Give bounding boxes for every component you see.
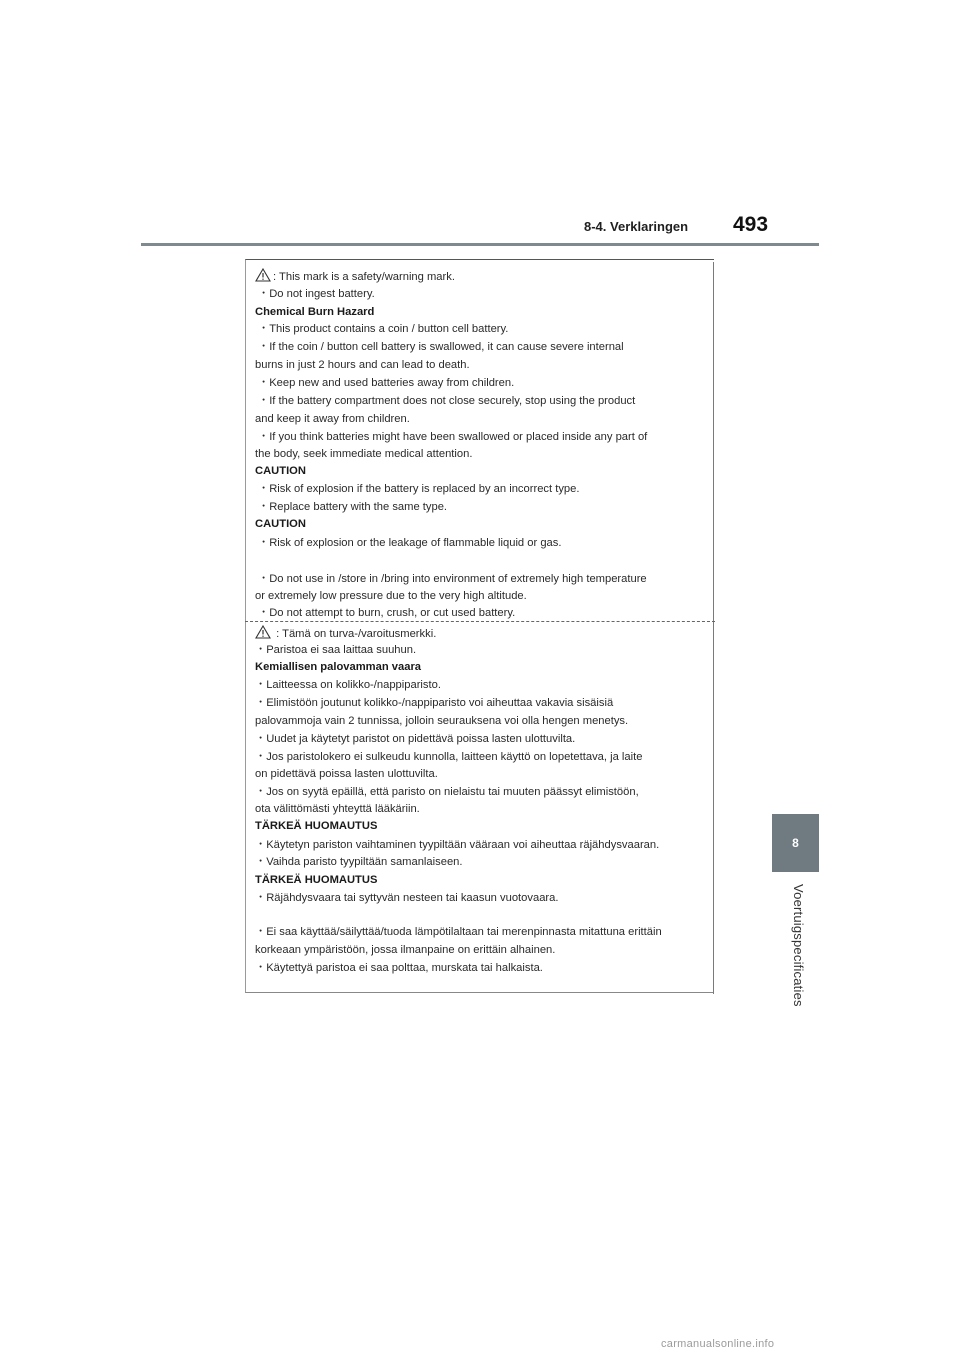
page-number: 493 (733, 213, 769, 236)
notice-line-text: ・Keep new and used batteries away from children. (258, 377, 515, 389)
notice-line-text: or extremely low pressure due to the very high altitude. (255, 590, 527, 602)
notice-line-finnish (255, 785, 639, 799)
notice-line-text: ・Replace battery with the same type. (258, 501, 448, 513)
notice-line-text: the body, seek immediate medical attention. (255, 448, 473, 460)
notice-line-finnish (255, 838, 659, 852)
warning-triangle-icon (255, 268, 271, 286)
notice-line-english (255, 268, 455, 286)
notice-line-finnish (255, 678, 441, 692)
notice-line-text: and keep it away from children. (255, 413, 410, 425)
notice-line-finnish (255, 696, 613, 710)
notice-line-text: ・If the battery compartment does not close securely, stop using the product (258, 395, 636, 407)
notice-line-finnish (255, 802, 420, 816)
notice-line-text: ・Ei saa käyttää/säilyttää/tuoda lämpötilaltaan tai merenpinnasta mitattuna erittäin (255, 926, 662, 938)
notice-line-english (258, 606, 515, 620)
footer-watermark: carmanualsonline.info (661, 1338, 775, 1350)
chapter-tab[interactable]: 8 (772, 814, 819, 872)
notice-line-text: ・Elimistöön joutunut kolikko-/nappiparisto voi aiheuttaa vakavia sisäisiä (255, 697, 614, 709)
notice-line-finnish (255, 732, 575, 746)
notice-line-text: TÄRKEÄ HUOMAUTUS (255, 820, 378, 832)
notice-line-text: ・If the coin / button cell battery is swallowed, it can cause severe internal (258, 341, 624, 353)
notice-line-text: Chemical Burn Hazard (255, 306, 375, 318)
notice-line-text: ・Jos on syytä epäillä, että paristo on nielaistu tai muuten päässyt elimistöön, (255, 786, 639, 798)
notice-line-text: : This mark is a safety/warning mark. (273, 271, 455, 283)
notice-line-english (258, 322, 508, 336)
notice-line-english (255, 412, 410, 426)
notice-line-finnish (255, 855, 463, 869)
notice-line-text: ・Jos paristolokero ei sulkeudu kunnolla, laitteen käyttö on lopetettava, ja laite (255, 751, 643, 763)
notice-line-english (255, 464, 306, 478)
notice-line-english (255, 305, 374, 319)
notice-line-finnish (255, 767, 438, 781)
language-divider (245, 621, 715, 622)
notice-line-finnish (255, 750, 642, 764)
notice-line-english (258, 394, 635, 408)
warning-triangle-icon (255, 625, 271, 643)
notice-line-english (258, 287, 375, 301)
notice-line-english (258, 430, 647, 444)
notice-line-english (255, 517, 306, 531)
notice-line-text: ・Uudet ja käytetyt paristot on pidettävä poissa lasten ulottuvilta. (255, 733, 576, 745)
notice-line-text: CAUTION (255, 465, 306, 477)
notice-line-text: CAUTION (255, 518, 306, 530)
notice-line-text: ・Do not attempt to burn, crush, or cut used battery. (258, 607, 516, 619)
notice-right-border (713, 262, 714, 994)
notice-line-text: ・If you think batteries might have been swallowed or placed inside any part of (258, 431, 648, 443)
notice-line-finnish (255, 943, 555, 957)
chapter-label: Voertuigspecificaties (791, 884, 806, 1007)
notice-line-english (258, 340, 624, 354)
notice-line-english (255, 358, 470, 372)
notice-line-text: : Tämä on turva-/varoitusmerkki. (273, 628, 437, 640)
notice-line-english (258, 482, 579, 496)
notice-line-english (258, 572, 647, 586)
notice-line-text: TÄRKEÄ HUOMAUTUS (255, 874, 378, 886)
notice-line-english (258, 536, 561, 550)
notice-line-text: ・Do not ingest battery. (258, 288, 375, 300)
notice-line-text: ・Risk of explosion or the leakage of flammable liquid or gas. (258, 537, 562, 549)
notice-line-text: palovammoja vain 2 tunnissa, jolloin seurauksena voi olla hengen menetys. (255, 715, 629, 727)
notice-line-english (255, 589, 527, 603)
notice-line-english (258, 500, 447, 514)
header-rule (141, 243, 819, 246)
notice-line-text: ・Vaihda paristo tyypiltään samanlaiseen. (255, 856, 463, 868)
notice-line-text: ・Käytetyn pariston vaihtaminen tyypiltään vääraan voi aiheuttaa räjähdysvaaran. (255, 839, 660, 851)
notice-line-text: ・Käytettyä paristoa ei saa polttaa, murskata tai halkaista. (255, 962, 543, 974)
notice-line-text: ota välittömästi yhteyttä lääkäriin. (255, 803, 420, 815)
notice-line-text: on pidettävä poissa lasten ulottuvilta. (255, 768, 438, 780)
notice-line-text: Kemiallisen palovamman vaara (255, 661, 422, 673)
notice-line-text: burns in just 2 hours and can lead to death. (255, 359, 470, 371)
notice-line-finnish (255, 660, 421, 674)
notice-line-finnish (255, 819, 377, 833)
notice-line-english (258, 376, 514, 390)
section-header: 8-4. Verklaringen (584, 219, 689, 234)
notice-line-finnish (255, 961, 543, 975)
notice-line-finnish (255, 625, 436, 643)
notice-line-english (255, 447, 472, 461)
notice-line-finnish (255, 643, 416, 657)
notice-line-text: ・Risk of explosion if the battery is replaced by an incorrect type. (258, 483, 580, 495)
notice-line-finnish (255, 714, 628, 728)
notice-line-text: ・Laitteessa on kolikko-/nappiparisto. (255, 679, 441, 691)
notice-line-text: ・Do not use in /store in /bring into environment of extremely high temperature (258, 573, 647, 585)
notice-line-text: ・Räjähdysvaara tai syttyvän nesteen tai kaasun vuotovaara. (255, 892, 559, 904)
notice-line-finnish (255, 891, 558, 905)
notice-line-text: ・Paristoa ei saa laittaa suuhun. (255, 644, 417, 656)
notice-line-finnish (255, 873, 377, 887)
notice-line-finnish (255, 925, 662, 939)
notice-line-text: korkeaan ympäristöön, jossa ilmanpaine on erittäin alhainen. (255, 944, 556, 956)
notice-line-text: ・This product contains a coin / button cell battery. (258, 323, 509, 335)
